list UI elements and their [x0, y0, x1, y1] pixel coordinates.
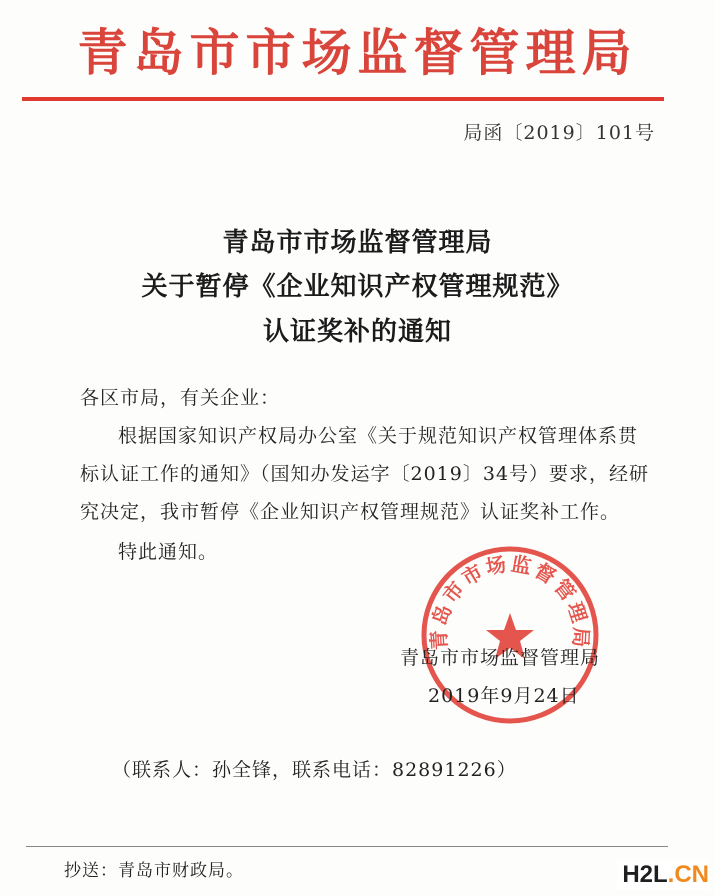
- notice-title-line-2: 关于暂停《企业知识产权管理规范》: [141, 272, 574, 302]
- cc-divider: [26, 846, 668, 847]
- letterhead-title: 青岛市市场监督管理局: [77, 23, 638, 82]
- notice-title-line-1: 青岛市市场监督管理局: [222, 228, 493, 258]
- issuer-name: 青岛市市场监督管理局: [400, 647, 601, 669]
- watermark-cn: .CN: [667, 861, 709, 888]
- body-paragraph-line-1: 根据国家知识产权局办公室《关于规范知识产权管理体系贯: [118, 425, 639, 447]
- document-number: 局函〔2019〕101号: [463, 122, 655, 144]
- contact-info: （联系人：孙全锋，联系电话：82891226）: [112, 759, 517, 781]
- issue-date: 2019年9月24日: [428, 685, 580, 707]
- seal-arc-text: 青岛市市场监督管理局: [426, 551, 594, 651]
- cc-recipients: 抄送：青岛市财政局。: [64, 861, 244, 881]
- body-paragraph-line-3: 究决定，我市暂停《企业知识产权管理规范》认证奖补工作。: [80, 501, 621, 523]
- watermark-h2l: H2L: [622, 861, 668, 888]
- notice-title-line-3: 认证奖补的通知: [262, 317, 452, 347]
- salutation: 各区市局，有关企业：: [80, 387, 281, 409]
- site-watermark-logo: [617, 860, 709, 890]
- body-paragraph-line-2: 标认证工作的通知》（国知办发运字〔2019〕34号）要求，经研: [80, 463, 650, 485]
- red-divider: [22, 97, 664, 101]
- closing-line: 特此通知。: [118, 541, 219, 563]
